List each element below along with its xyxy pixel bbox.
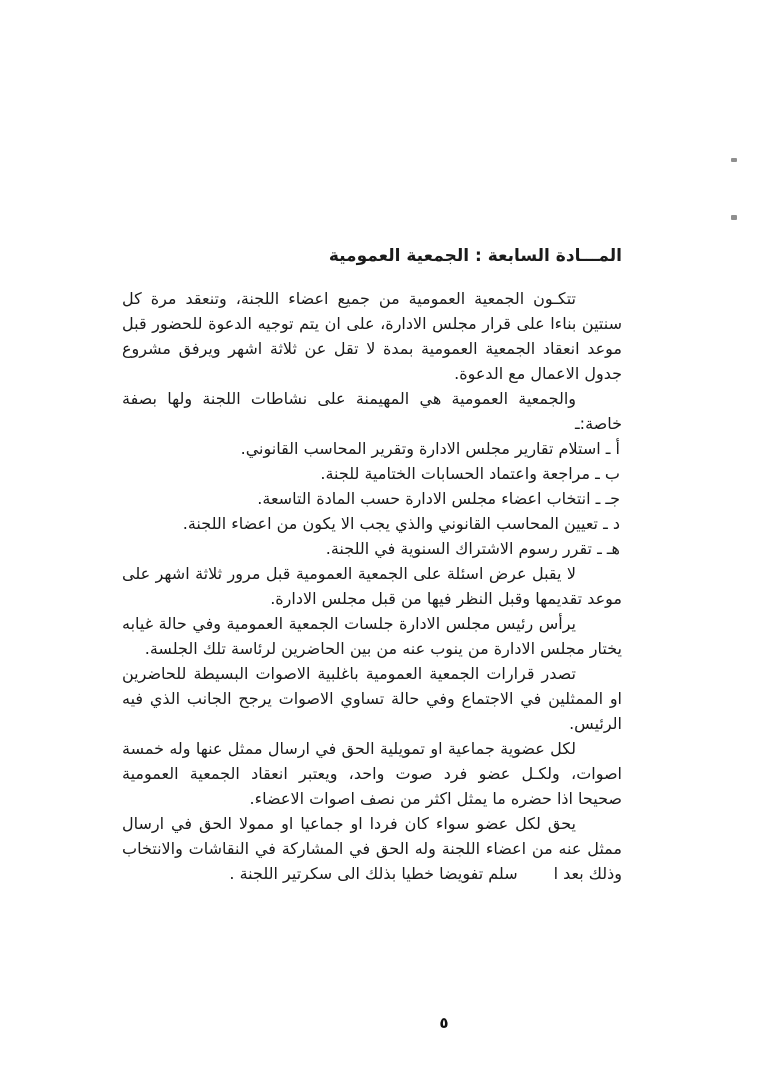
paragraph-line-with-defect: [122, 861, 622, 886]
paragraph-line: تصدر قرارات الجمعية العمومية باغلبية الاصوات البسيطة للحاضرين: [122, 664, 576, 683]
paragraph-line: يرأس رئيس مجلس الادارة جلسات الجمعية العمومية وفي حالة غيابه: [122, 614, 576, 633]
paragraph-line: لا يقبل عرض اسئلة على الجمعية العمومية قبل مرور ثلاثة اشهر على: [122, 564, 576, 583]
paragraph-line: والجمعية العمومية هي المهيمنة على نشاطات اللجنة ولها بصفة: [122, 389, 576, 408]
line-fragment: سلم تفويضا خطيا بذلك الى سكرتير اللجنة .: [229, 864, 518, 883]
paragraph-line: موعد تقديمها وقبل النظر فيها من قبل مجلس الادارة.: [270, 589, 622, 608]
paragraph-line: موعد انعقاد الجمعية العمومية بمدة لا تقل عن ثلاثة اشهر ويرفق مشروع: [122, 339, 622, 358]
list-item: هـ ـ تقرر رسوم الاشتراك السنوية في اللجنة.: [325, 539, 620, 558]
list-item: أ ـ استلام تقارير مجلس الادارة وتقرير المحاسب القانوني.: [240, 439, 620, 458]
paragraph-line: يحق لكل عضو سواء كان فردا او جماعيا او ممولا الحق في ارسال: [122, 814, 576, 833]
list-item: د ـ تعيين المحاسب القانوني والذي يجب الا يكون من اعضاء اللجنة.: [182, 514, 620, 533]
paragraph-line: صحيحا اذا حضره ما يمثل اكثر من نصف اصوات الاعضاء.: [249, 789, 622, 808]
paragraph-line: جدول الاعمال مع الدعوة.: [454, 364, 622, 383]
paragraph-line: لكل عضوية جماعية او تمويلية الحق في ارسال ممثل عنها وله خمسة: [122, 739, 576, 758]
line-fragment: وذلك بعد ا: [553, 864, 622, 883]
list-item: جـ ـ انتخاب اعضاء مجلس الادارة حسب المادة التاسعة.: [257, 489, 620, 508]
paragraph-line: ممثل عنه من اعضاء اللجنة وله الحق في المشاركة في النقاشات والانتخاب: [122, 839, 622, 858]
paragraph-line: سنتين بناءا على قرار مجلس الادارة، على ان يتم توجيه الدعوة للحضور قبل: [122, 314, 622, 333]
list-item: ب ـ مراجعة واعتماد الحسابات الختامية للجنة.: [320, 464, 620, 483]
paragraph-line: تتكـون الجمعية العمومية من جميع اعضاء اللجنة، وتنعقد مرة كل: [122, 289, 576, 308]
paragraph-line: خاصة:ـ: [574, 414, 622, 433]
scan-artifact: [731, 158, 737, 162]
paragraph-line: اصوات، ولكـل عضو فرد صوت واحد، ويعتبر انعقاد الجمعية العمومية: [122, 764, 622, 783]
article-body: [122, 244, 622, 886]
scan-artifact: [731, 215, 737, 220]
paragraph-line: يختار مجلس الادارة من ينوب عنه من بين الحاضرين لرئاسة تلك الجلسة.: [144, 639, 622, 658]
paragraph-line: الرئيس.: [569, 714, 622, 733]
page-number: ٥: [439, 1014, 449, 1032]
article-title: المـــادة السابعة : الجمعية العمومية: [328, 246, 622, 266]
paragraph-line: او الممثلين في الاجتماع وفي حالة تساوي الاصوات يرجح الجانب الذي فيه: [122, 689, 622, 708]
